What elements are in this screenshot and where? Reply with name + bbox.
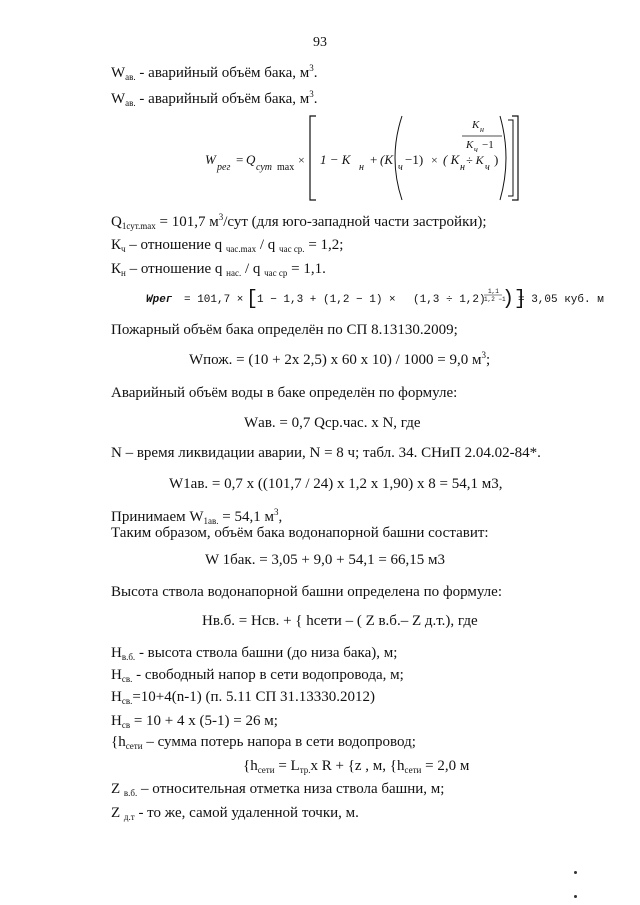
legend-h-network: {$h_{сети}$ – сумма потерь напора в сети водопровод; (111, 734, 416, 751)
legend-h-network-calc: {$h_{сети} = L_{тр.}х$ R + {z , м, {$h_{сети} = 2,0$ м (243, 758, 470, 775)
emergency-volume-definition: Аварийный объём воды в баке определён по формуле: (111, 385, 458, 401)
svg-text:=: = (236, 152, 244, 167)
total-volume-definition: Таким образом, объём бака водонапорной башни составит: (111, 525, 489, 541)
k-hourly-definition: $К_ч$ – отношение q $_{час.max}$ / q $_{час ср.}$ = 1,2; (111, 237, 344, 254)
svg-text:K: K (472, 119, 480, 131)
svg-text:сут: сут (256, 162, 273, 173)
height-formula: Нв.б. = Нсв. + { hсети – ( Z в.б.– Z д.т.), где (202, 613, 478, 629)
q-daily-max-definition: $Q_{1сут.max} = 101,7$ $м^3$/сут (для юго-западной части застройки); (111, 212, 487, 231)
svg-text:ч: ч (398, 162, 403, 173)
svg-text:н: н (460, 162, 465, 173)
scan-speck (574, 895, 577, 898)
legend-h-vb: $Н_{в.б.}$ - высота ствола башни (до низа бака), м; (111, 645, 398, 662)
svg-text:(K: (K (380, 152, 393, 167)
svg-text:Wрег: Wрег (146, 294, 173, 306)
svg-text:н: н (359, 162, 364, 173)
scan-speck (574, 871, 577, 874)
svg-text:1,2 −1: 1,2 −1 (484, 296, 506, 303)
svg-text:−1): −1) (405, 152, 424, 167)
svg-text:1,1: 1,1 (488, 288, 499, 295)
svg-text:н: н (480, 125, 484, 134)
legend-z-dt: Z $_{д.т}$ - то же, самой удаленной точки, м. (111, 805, 359, 822)
svg-text:÷ K: ÷ K (466, 153, 484, 167)
fire-volume-formula: Wпож. = (10 + 2х 2,5) х 60 х 10) / 1000 = 9,0 $м^3$; (189, 350, 491, 368)
svg-text:−1: −1 (482, 139, 494, 151)
fire-volume-definition: Пожарный объём бака определён по СП 8.13130.2009; (111, 322, 458, 338)
svg-text:): ) (494, 152, 499, 167)
svg-text:ч: ч (474, 145, 478, 154)
svg-text:)]: )] (502, 288, 527, 311)
legend-z-vb: Z $_{в.б.}$ – относительная отметка низа ствола башни, м; (111, 781, 445, 798)
svg-text:= 101,7 ×: = 101,7 × (184, 294, 244, 306)
svg-text:K: K (466, 139, 474, 151)
svg-text:×: × (431, 153, 438, 167)
svg-text:[: [ (246, 288, 259, 311)
legend-h-sv-formula: $Н_{св.}=10+4(n-1)$ (п. 5.11 СП 31.13330.2012) (111, 689, 376, 706)
svg-text:Q: Q (246, 152, 256, 167)
svg-text:W: W (205, 152, 216, 167)
svg-text:1 − 1,3 + (1,2 − 1) ×: 1 − 1,3 + (1,2 − 1) × (257, 294, 396, 306)
svg-text:+: + (370, 152, 378, 167)
legend-h-sv-calc: $Н_{св} = 10 + 4$ х (5-1) = 26 м; (111, 713, 278, 730)
svg-text:рег: рег (217, 162, 231, 173)
svg-text:×: × (298, 153, 305, 167)
svg-text:(1,3 ÷ 1,2): (1,3 ÷ 1,2) (413, 294, 486, 306)
total-volume-formula: W 1бак. = 3,05 + 9,0 + 54,1 = 66,15 м3 (205, 552, 446, 568)
definition-w-av-2: $W_{ав.}$ - аварийный объём бака, $м^3$. (111, 89, 318, 108)
accepted-volume: Принимаем $W_{1ав.} = 54,1$ $м^3$, (111, 507, 283, 526)
height-definition: Высота ствола водонапорной башни определена по формуле: (111, 584, 502, 600)
definition-w-av-1: $W_{ав.}$ - аварийный объём бака, $м^3$. (111, 63, 318, 82)
svg-text:ч: ч (485, 162, 490, 173)
svg-text:max: max (277, 162, 295, 173)
w1-emergency-calc: W1ав. = 0,7 х ((101,7 / 24) х 1,2 х 1,90) х 8 = 54,1 м3, (169, 476, 503, 492)
legend-h-sv: $Н_{св.}$ - свободный напор в сети водопровода, м; (111, 667, 404, 684)
regulating-volume-formula (150, 110, 530, 205)
svg-text:1 − K: 1 − K (320, 152, 351, 167)
emergency-volume-formula: Wав. = 0,7 Qср.час. х N, где (244, 415, 421, 431)
svg-text:( K: ( K (443, 152, 460, 167)
k-pump-definition: $К_н$ – отношение q $_{нас.}$ / q $_{час ср}$ = 1,1. (111, 261, 326, 278)
page-number: 93 (313, 35, 327, 50)
regulating-volume-calculation (140, 284, 604, 314)
n-definition: N – время ликвидации аварии, N = 8 ч; табл. 34. СНиП 2.04.02-84*. (111, 445, 541, 461)
svg-text:= 3,05 куб. м: = 3,05 куб. м (518, 294, 604, 306)
